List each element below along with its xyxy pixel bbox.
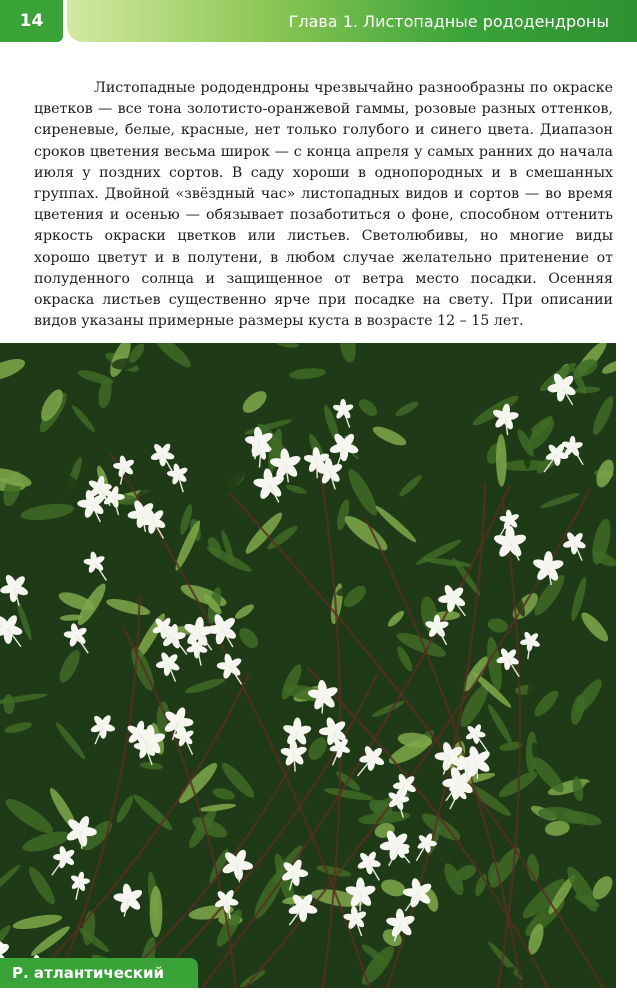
flower-photo xyxy=(0,343,616,988)
photo-caption: Р. атлантический xyxy=(0,958,198,988)
flower-tube xyxy=(360,893,361,911)
body-paragraph: Листопадные рододендроны чрезвычайно разнообразны по окраске цветков — все тона золотисто-оранжевой гаммы, розовые разных оттенков, сиреневые, белые, красные, нет только голубого и синего цвета. Диапазон сроков цветения весьма широк — с конца апреля у самых ранних до начала июля у поздних сортов. В саду хороши в однопородных и в смешанных группах. Двойной «звёздный час» листопадных видов и сортов — во время цветения и осенью — обязывает позаботиться о фоне, способном оттенить яркость окраски цветков или листьев. Светолюбивы, но многие виды хорошо цветут и в полутени, в любом случае желательно притенение от полуденного солнца и защищенное от ветра место посадки. Осенняя окраска листьев существенно ярче при посадке на свету. При описании видов указаны примерные размеры куста в возрасте 12 – 15 лет. xyxy=(34,80,613,330)
page-number-text: 14 xyxy=(19,11,44,31)
azalea-illustration xyxy=(0,343,616,988)
leaf xyxy=(327,808,337,847)
flower-tube xyxy=(467,764,468,782)
chapter-title: Глава 1. Листопадные рододендроны xyxy=(288,12,609,31)
flower-tube xyxy=(81,831,82,849)
page-number xyxy=(0,0,63,42)
chapter-header-bar xyxy=(67,0,637,42)
